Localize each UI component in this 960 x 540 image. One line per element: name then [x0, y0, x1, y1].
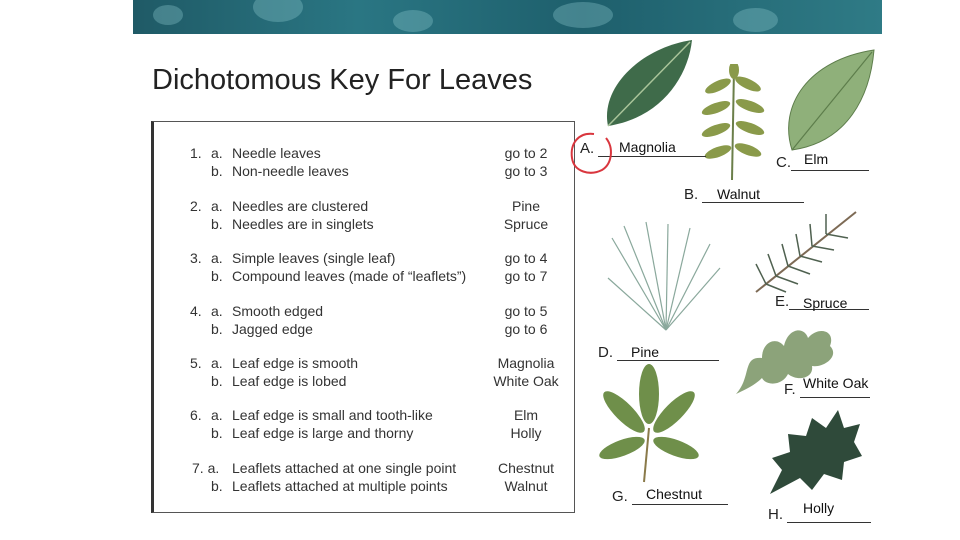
option-letter: a. — [211, 250, 223, 266]
leaf-letter-g: G. — [612, 488, 628, 505]
option-result: go to 4 — [504, 250, 548, 266]
option-result: Walnut — [504, 478, 548, 494]
chestnut-leaf-image — [594, 364, 704, 484]
option-result: go to 2 — [504, 145, 548, 161]
key-step-3 — [154, 250, 574, 286]
key-step-1 — [154, 145, 574, 181]
step-number: 7. a. — [192, 460, 220, 476]
key-row — [154, 145, 574, 163]
key-step-4 — [154, 303, 574, 339]
answer-g-text: Chestnut — [646, 486, 703, 502]
option-result: Elm — [513, 407, 539, 423]
option-text: Needles are clustered — [232, 198, 369, 214]
key-step-7 — [154, 460, 574, 496]
option-result: Spruce — [503, 216, 549, 232]
option-letter: b. — [211, 321, 223, 337]
key-row — [154, 478, 574, 496]
option-letter: b. — [211, 163, 223, 179]
key-step-5 — [154, 355, 574, 391]
key-row — [154, 460, 574, 478]
option-letter: a. — [211, 355, 223, 371]
step-number: 5. — [190, 355, 202, 371]
leaf-letter-d: D. — [598, 344, 613, 361]
walnut-leaf-image — [692, 64, 772, 182]
page-title: Dichotomous Key For Leaves — [152, 64, 533, 96]
option-text: Leaf edge is small and tooth-like — [232, 407, 433, 423]
option-letter: a. — [211, 303, 223, 319]
step-number: 6. — [190, 407, 202, 423]
key-row — [154, 355, 574, 373]
option-letter: a. — [211, 407, 223, 423]
answer-f-text: White Oak — [803, 375, 869, 391]
option-result: go to 5 — [504, 303, 548, 319]
answer-a-text: Magnolia — [619, 139, 676, 155]
key-row — [154, 163, 574, 181]
red-circle-annotation — [568, 128, 616, 178]
answer-b-text: Walnut — [717, 186, 761, 202]
leaf-letter-e: E. — [775, 293, 790, 310]
key-row — [154, 303, 574, 321]
option-result: go to 3 — [504, 163, 548, 179]
option-result: Chestnut — [497, 460, 555, 476]
option-text: Compound leaves (made of “leaflets”) — [232, 268, 467, 284]
option-letter: b. — [211, 478, 223, 494]
key-step-2 — [154, 198, 574, 234]
elm-leaf-image — [778, 46, 878, 154]
key-row — [154, 216, 574, 234]
option-letter: a. — [211, 198, 223, 214]
answer-c-text: Elm — [804, 151, 829, 167]
option-text: Leaflets attached at one single point — [232, 460, 457, 476]
option-text: Leaf edge is smooth — [232, 355, 359, 371]
dichotomous-key-table — [151, 121, 575, 513]
option-text: Non-needle leaves — [232, 163, 349, 179]
option-letter: b. — [211, 268, 223, 284]
leaf-letter-b: B. — [684, 186, 699, 203]
option-text: Jagged edge — [232, 321, 313, 337]
magnolia-leaf-image — [600, 38, 700, 130]
holly-leaf-image — [764, 400, 864, 498]
step-number: 1. — [190, 145, 202, 161]
option-text: Leaf edge is lobed — [232, 373, 347, 389]
option-text: Leaflets attached at multiple points — [232, 478, 448, 494]
answer-h-text: Holly — [803, 500, 835, 516]
step-number: 2. — [190, 198, 202, 214]
option-text: Needles are in singlets — [232, 216, 374, 232]
key-row — [154, 425, 574, 443]
option-result: Pine — [511, 198, 541, 214]
key-row — [154, 407, 574, 425]
option-text: Leaf edge is large and thorny — [232, 425, 414, 441]
header-banner-image — [133, 0, 882, 34]
key-row — [154, 268, 574, 286]
option-text: Simple leaves (single leaf) — [232, 250, 396, 266]
spruce-branch-image — [746, 202, 866, 298]
option-letter: a. — [211, 145, 223, 161]
option-text: Needle leaves — [232, 145, 321, 161]
leaf-letter-f: F. — [784, 381, 796, 398]
pine-needles-image — [606, 218, 724, 332]
leaf-letter-h: H. — [768, 506, 783, 523]
step-number: 4. — [190, 303, 202, 319]
option-result: go to 6 — [504, 321, 548, 337]
option-result: go to 7 — [504, 268, 548, 284]
key-row — [154, 321, 574, 339]
option-letter: b. — [211, 373, 223, 389]
step-number: 3. — [190, 250, 202, 266]
option-result: Magnolia — [497, 355, 555, 371]
answer-e-text: Spruce — [803, 295, 848, 311]
key-row — [154, 373, 574, 391]
leaf-letter-c: C. — [776, 154, 791, 171]
answer-d-text: Pine — [631, 344, 660, 360]
key-row — [154, 198, 574, 216]
option-result: Holly — [510, 425, 542, 441]
option-text: Smooth edged — [232, 303, 324, 319]
option-letter: b. — [211, 425, 223, 441]
key-row — [154, 250, 574, 268]
option-result: White Oak — [493, 373, 559, 389]
leaf-letter-a: A. — [580, 140, 595, 157]
key-step-6 — [154, 407, 574, 443]
option-letter: b. — [211, 216, 223, 232]
